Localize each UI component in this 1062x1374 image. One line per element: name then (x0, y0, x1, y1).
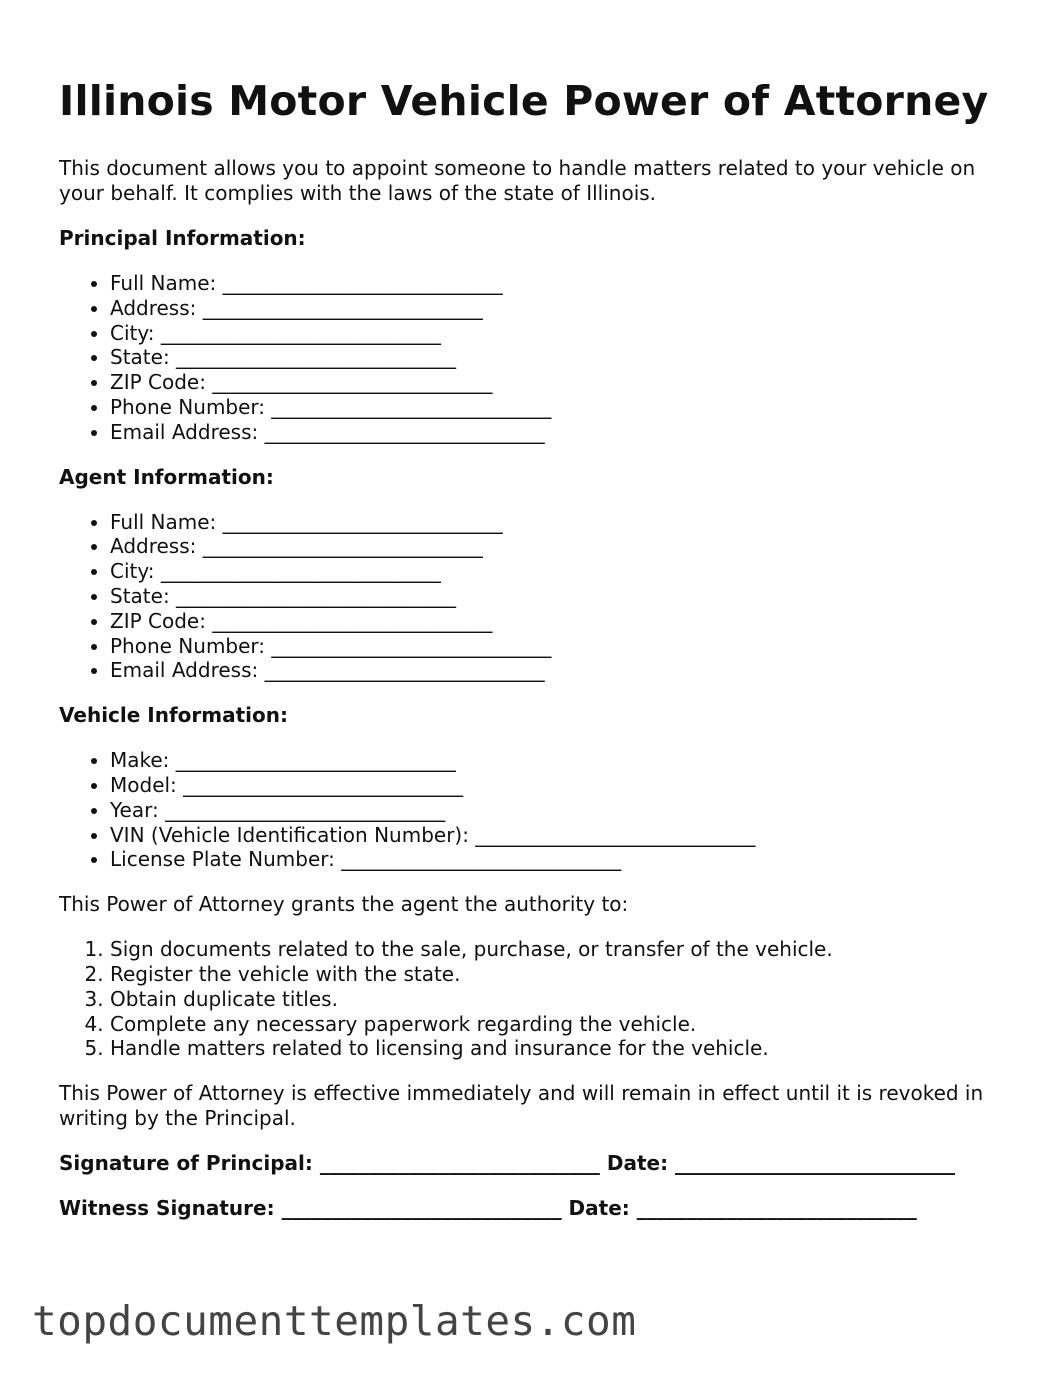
principal-date-label: Date: (606, 1151, 669, 1176)
principal-date-blank[interactable]: ____________________________ (675, 1151, 956, 1176)
agent-full-name-field[interactable]: • Full Name: ____________________________ (110, 510, 1019, 535)
witness-date-label: Date: (568, 1196, 630, 1221)
agent-email-field[interactable]: • Email Address: ____________________________ (110, 658, 1019, 683)
agent-phone-field[interactable]: • Phone Number: ____________________________ (110, 634, 1019, 659)
principal-email-field[interactable]: • Email Address: ____________________________ (110, 420, 1019, 445)
agent-address-field[interactable]: • Address: ____________________________ (110, 534, 1019, 559)
witness-date-blank[interactable]: ____________________________ (636, 1196, 917, 1221)
agent-fields-list (59, 510, 1019, 684)
vehicle-heading: Vehicle Information: (59, 703, 288, 728)
document-page (59, 74, 1019, 1241)
vehicle-year-field[interactable]: • Year: ____________________________ (110, 798, 1019, 823)
authority-intro: This Power of Attorney grants the agent the authority to: (59, 892, 629, 917)
principal-signature-blank[interactable]: ____________________________ (319, 1151, 600, 1176)
document-title: Illinois Motor Vehicle Power of Attorney (59, 77, 989, 125)
watermark-text: topdocumenttemplates.com (32, 1297, 637, 1345)
vehicle-model-field[interactable]: • Model: ____________________________ (110, 773, 1019, 798)
vehicle-vin-field[interactable]: • VIN (Vehicle Identification Number): ____________________________ (110, 823, 1019, 848)
principal-phone-field[interactable]: • Phone Number: ____________________________ (110, 395, 1019, 420)
agent-zip-field[interactable]: • ZIP Code: ____________________________ (110, 609, 1019, 634)
authority-item: 2. Register the vehicle with the state. (110, 962, 1019, 987)
agent-heading: Agent Information: (59, 464, 274, 489)
principal-heading: Principal Information: (59, 226, 306, 250)
effective-paragraph: This Power of Attorney is effective immediately and will remain in effect until it is revoked in writing by the Principal. (59, 1081, 984, 1131)
authority-item: 1. Sign documents related to the sale, purchase, or transfer of the vehicle. (110, 937, 1019, 962)
vehicle-fields-list (59, 748, 1019, 872)
witness-signature-line (59, 1196, 1019, 1221)
vehicle-make-field[interactable]: • Make: ____________________________ (110, 748, 1019, 773)
authority-item: 4. Complete any necessary paperwork regarding the vehicle. (110, 1012, 1019, 1037)
witness-signature-blank[interactable]: ____________________________ (281, 1196, 562, 1221)
principal-fields-list (59, 271, 1019, 445)
principal-city-field[interactable]: • City: ____________________________ (110, 321, 1019, 346)
vehicle-plate-field[interactable]: • License Plate Number: ____________________________ (110, 847, 1019, 872)
witness-signature-label: Witness Signature: (59, 1196, 275, 1221)
principal-signature-line (59, 1151, 1019, 1176)
principal-full-name-field[interactable]: • Full Name: ____________________________ (110, 271, 1019, 296)
principal-zip-field[interactable]: • ZIP Code: ____________________________ (110, 370, 1019, 395)
agent-city-field[interactable]: • City: ____________________________ (110, 559, 1019, 584)
agent-state-field[interactable]: • State: ____________________________ (110, 584, 1019, 609)
principal-state-field[interactable]: • State: ____________________________ (110, 345, 1019, 370)
principal-address-field[interactable]: • Address: ____________________________ (110, 296, 1019, 321)
intro-paragraph: This document allows you to appoint someone to handle matters related to your vehicle on your behalf. It complies with the laws of the state of Illinois. (59, 156, 976, 205)
authority-item: 5. Handle matters related to licensing and insurance for the vehicle. (110, 1036, 1019, 1061)
authority-list (59, 937, 1019, 1061)
principal-signature-label: Signature of Principal: (59, 1151, 313, 1176)
authority-item: 3. Obtain duplicate titles. (110, 987, 1019, 1012)
